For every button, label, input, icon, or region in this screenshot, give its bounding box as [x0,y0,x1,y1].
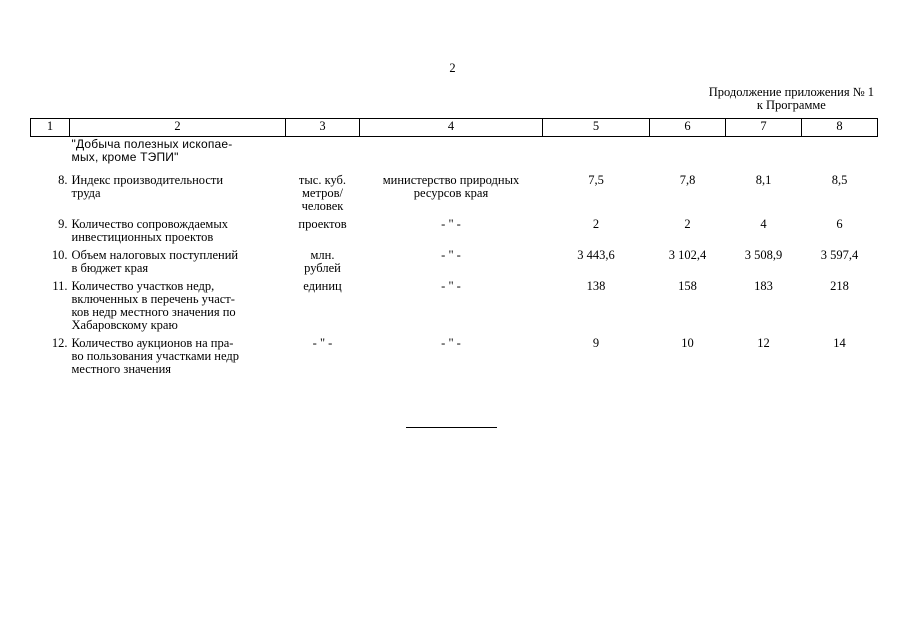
continuation-line-1: Продолжение приложения № 1 [708,85,874,99]
row-number: 9. [58,217,68,231]
year-value: 218 [830,279,849,293]
table-row [31,164,878,213]
table-row [31,213,878,244]
year-value: 8,5 [831,173,848,187]
year-value: 12 [757,336,770,350]
table-header-row [31,119,878,137]
column-header: 4 [360,119,543,137]
column-header: 5 [543,119,650,137]
responsible-executor: - " - [441,248,461,262]
year-value: 3 443,6 [577,248,615,262]
year-value: 158 [678,279,697,293]
continuation-line-2: к Программе [756,98,826,112]
year-value: 8,1 [755,173,772,187]
indicator-name: Объем налоговых поступлений в бюджет края [71,248,239,275]
table-row-continued [31,137,878,165]
row-number: 12. [51,336,68,350]
continuation-note [709,86,874,112]
unit-of-measure: тыс. куб. метров/ человек [298,173,347,213]
indicators-table [30,118,878,376]
table-row [31,332,878,376]
year-value: 4 [760,217,767,231]
year-value: 183 [754,279,773,293]
year-value: 7,5 [588,173,604,187]
year-value: 7,8 [679,173,696,187]
row-number: 11. [52,279,68,293]
responsible-executor: - " - [441,336,461,350]
row-number: 8. [58,173,68,187]
responsible-executor: - " - [441,279,461,293]
end-divider [406,427,497,428]
indicator-name: Количество участков недр, включенных в перечень участ- ков недр местного значения по Хабаровскому краю [71,279,236,332]
responsible-executor: - " - [441,217,461,231]
page-number: 2 [449,61,456,75]
year-value: 9 [592,336,600,350]
unit-of-measure: проектов [298,217,347,231]
column-header: 1 [31,119,70,137]
row-number: 10. [51,248,68,262]
indicator-name: Количество аукционов на пра- во пользования участками недр местного значения [71,336,239,376]
table-row [31,275,878,332]
year-value: 138 [586,279,606,293]
unit-of-measure: - " - [312,336,333,350]
year-value: 10 [681,336,694,350]
column-header: 2 [70,119,286,137]
year-value: 2 [592,217,600,231]
year-value: 14 [833,336,846,350]
year-value: 6 [836,217,843,231]
column-header: 6 [650,119,726,137]
column-header: 8 [802,119,878,137]
year-value: 3 508,9 [744,248,783,262]
indicator-name: Количество сопровождаемых инвестиционных проектов [71,217,228,244]
unit-of-measure: млн. рублей [304,248,341,275]
continued-indicator-name: "Добыча полезных ископае- мых, кроме ТЭПИ" [71,137,233,164]
responsible-executor: министерство природных ресурсов края [382,173,520,200]
year-value: 3 597,4 [820,248,859,262]
year-value: 2 [684,217,691,231]
year-value: 3 102,4 [668,248,707,262]
table-row [31,244,878,275]
indicator-name: Индекс производительности труда [71,173,224,200]
column-header: 3 [286,119,360,137]
unit-of-measure: единиц [303,279,342,293]
column-header: 7 [726,119,802,137]
